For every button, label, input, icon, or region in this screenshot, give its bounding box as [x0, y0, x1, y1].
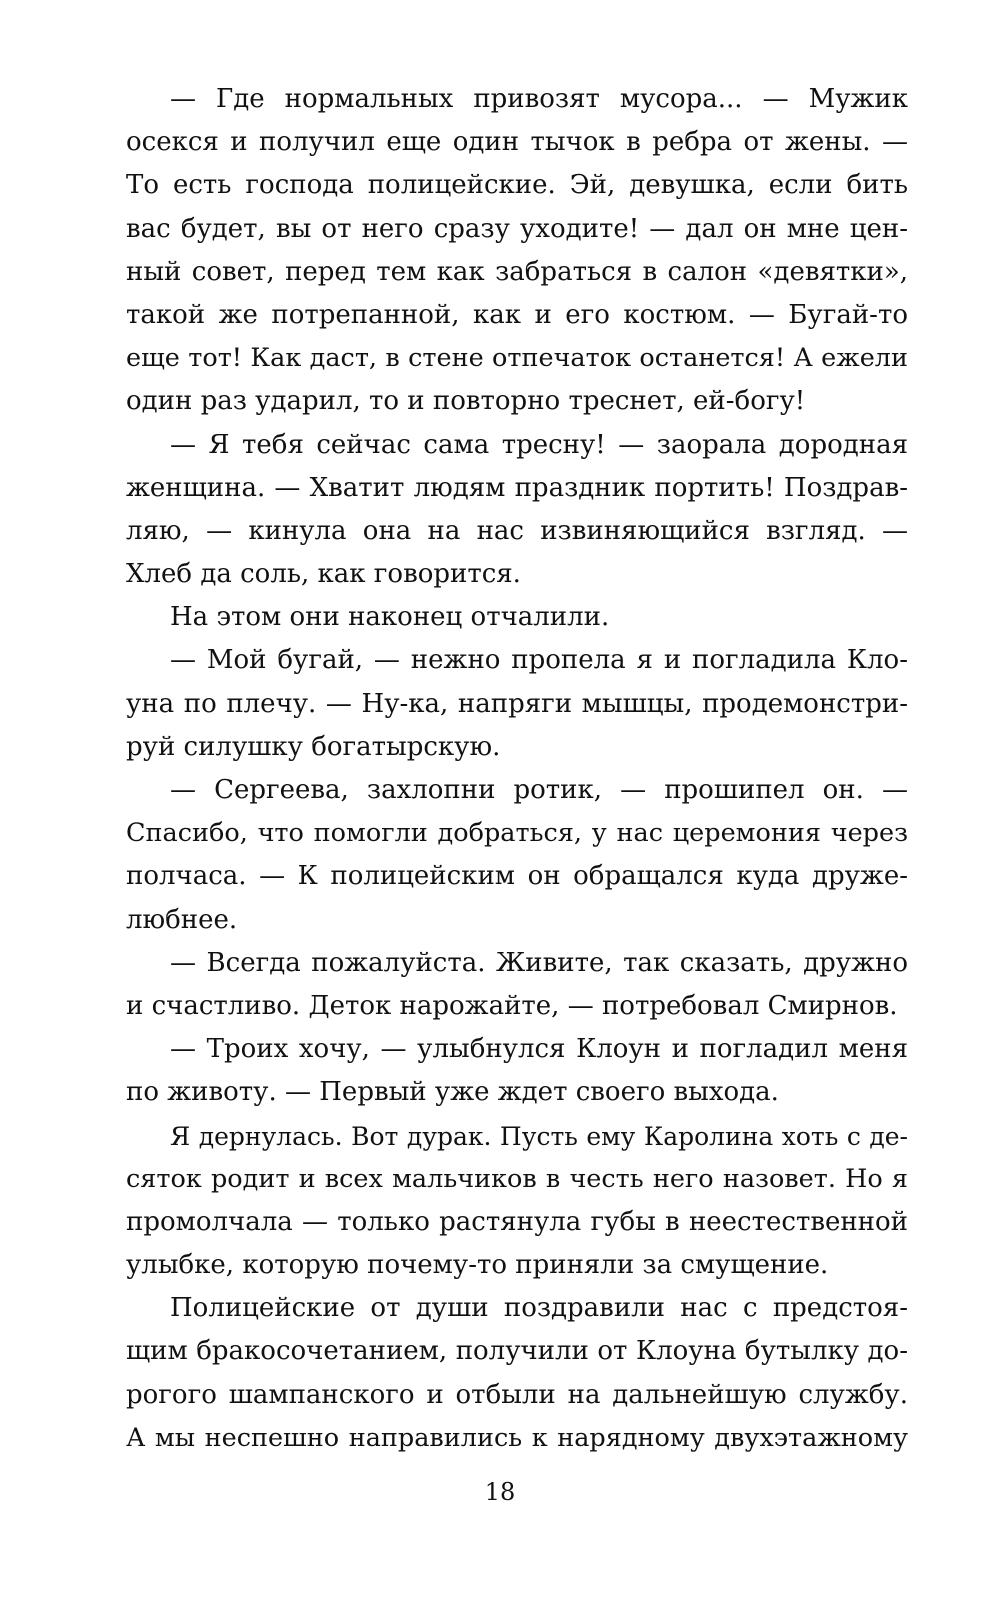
text-line: Спасибо, что помогли добраться, у нас церемония через: [126, 818, 908, 849]
text-line: ляю, — кинула она на нас извиняющийся взгляд. —: [126, 515, 908, 546]
text-line: полчаса. — К полицейским он обращался куда друже-: [126, 861, 908, 892]
text-line: улыбке, которую почему-то приняли за смущение.: [126, 1250, 829, 1281]
text-line: руй силушку богатырскую.: [126, 731, 501, 762]
text-line: — Троих хочу, — улыбнулся Клоун и погладил меня: [170, 1034, 908, 1065]
text-line: Полицейские от души поздравили нас с предстоя-: [170, 1293, 908, 1324]
text-line: — Я тебя сейчас сама тресну! — заорала дородная: [170, 429, 908, 460]
body-text: [126, 78, 908, 1460]
text-line: осекся и получил еще один тычок в ребра от жены. —: [126, 127, 908, 158]
text-line: То есть господа полицейские. Эй, девушка, если бить: [126, 170, 908, 201]
text-line: промолчала — только растянула губы в неестественной: [126, 1206, 908, 1237]
page-number: 18: [484, 1478, 516, 1506]
text-line: ный совет, перед тем как забраться в салон «девятки»,: [126, 256, 908, 287]
text-line: Я дернулась. Вот дурак. Пусть ему Каролина хоть с де-: [170, 1121, 908, 1151]
text-line: Хлеб да соль, как говорится.: [126, 559, 521, 590]
text-line: сяток родит и всех мальчиков в честь него назовет. Но я: [126, 1163, 908, 1194]
text-line: один раз ударил, то и повторно треснет, ей-богу!: [126, 386, 806, 417]
text-line: На этом они наконец отчалили.: [170, 602, 610, 633]
text-line: еще тот! Как даст, в стене отпечаток останется! А ежели: [126, 343, 908, 374]
text-line: — Сергеева, захлопни ротик, — прошипел он. —: [170, 775, 908, 805]
text-line: любнее.: [126, 904, 238, 935]
text-line: женщина. — Хватит людям праздник портить! Поздрав-: [126, 472, 908, 503]
text-line: и счастливо. Деток нарожайте, — потребовал Смирнов.: [126, 990, 898, 1021]
text-line: такой же потрепанной, как и его костюм. — Бугай-то: [126, 299, 908, 330]
text-line: по животу. — Первый уже ждет своего выхода.: [126, 1077, 779, 1108]
text-line: уна по плечу. — Ну-ка, напряги мышцы, продемонстри-: [126, 688, 908, 719]
text-line: рогого шампанского и отбыли на дальнейшую службу.: [126, 1379, 908, 1410]
text-line: А мы неспешно направились к нарядному двухэтажному: [126, 1422, 908, 1453]
text-line: — Где нормальных привозят мусора... — Мужик: [170, 84, 908, 114]
text-line: вас будет, вы от него сразу уходите! — дал он мне цен-: [126, 213, 908, 244]
text-line: — Мой бугай, — нежно пропела я и погладила Кло-: [170, 645, 908, 676]
text-line: — Всегда пожалуйста. Живите, так сказать, дружно: [170, 947, 908, 978]
text-line: щим бракосочетанием, получили от Клоуна бутылку до-: [126, 1336, 908, 1367]
